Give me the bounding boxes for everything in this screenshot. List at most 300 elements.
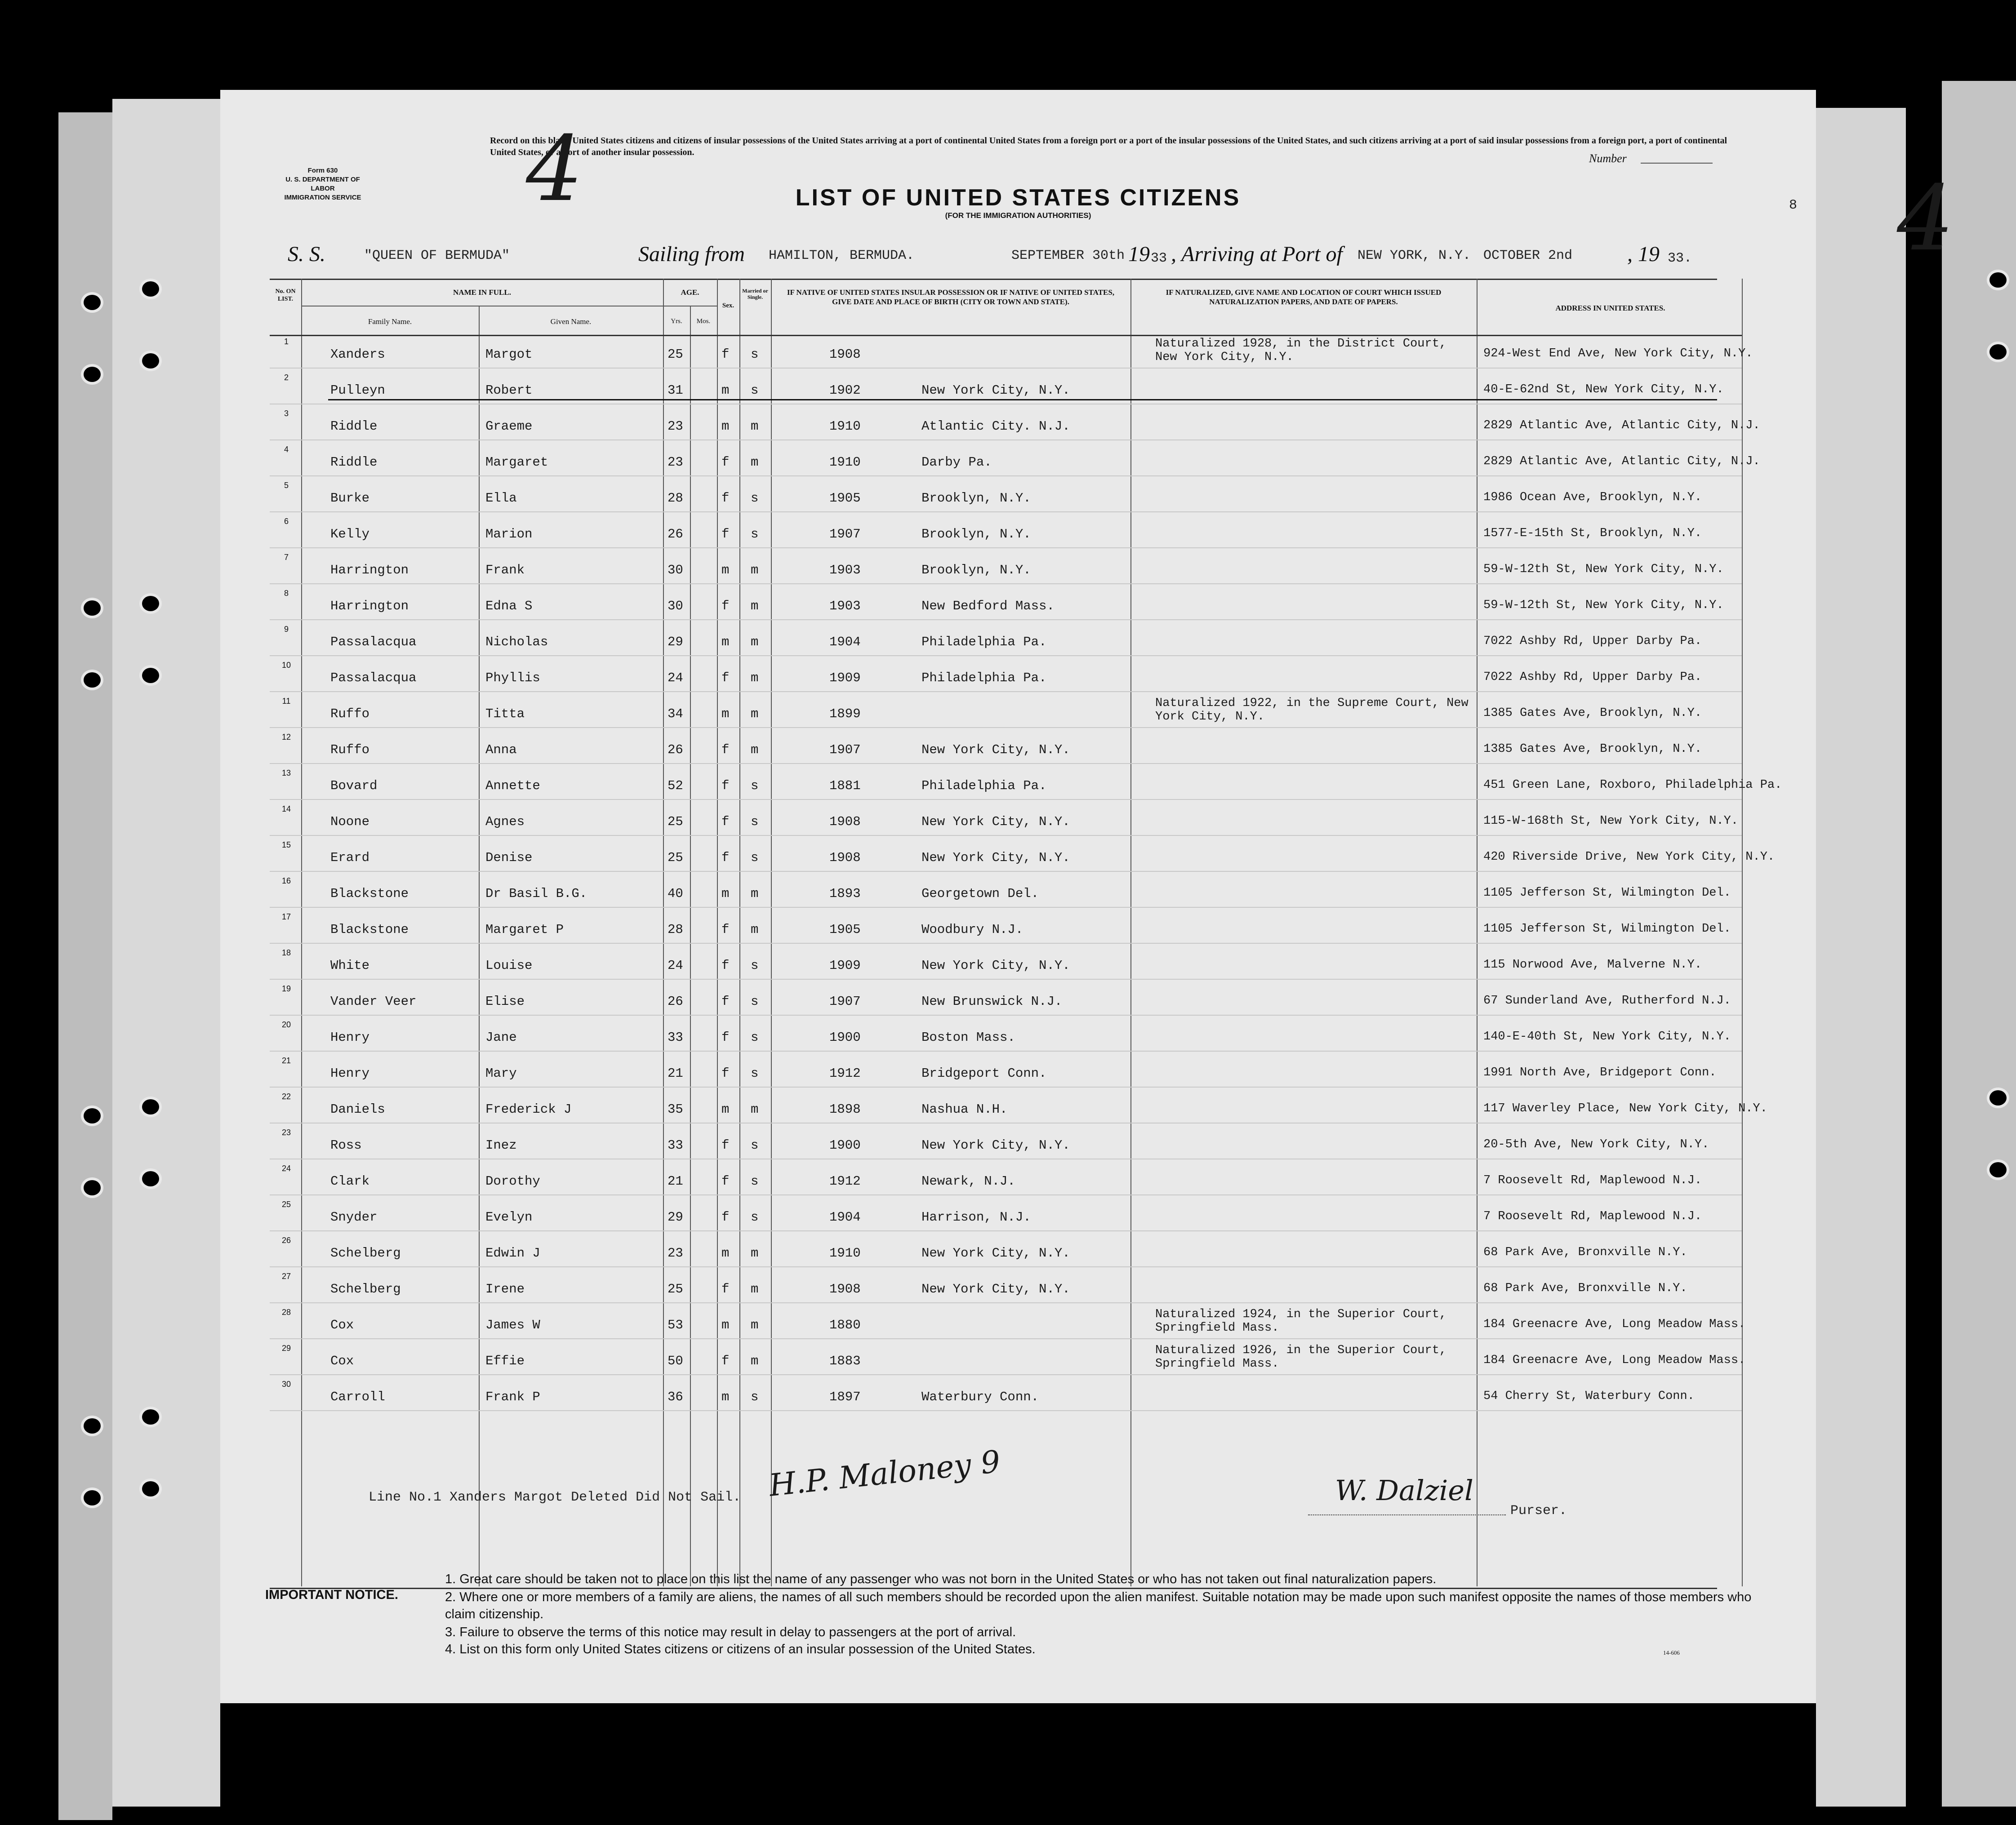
col-given-name: Given Name. [550, 317, 592, 326]
binder-hole [81, 292, 103, 313]
header-divider [270, 335, 1742, 336]
row-divider [270, 835, 1742, 836]
address-cell: 1577-E-15th St, Brooklyn, N.Y. [1483, 527, 1702, 540]
binder-hole [139, 1168, 162, 1189]
birth-year-cell: 1898 [829, 1102, 861, 1117]
given-name-cell: Dorothy [485, 1174, 540, 1189]
col-sex: Sex. [722, 302, 734, 309]
sex-cell: f [721, 814, 730, 829]
sex-cell: m [721, 1246, 730, 1261]
row-divider [270, 368, 1742, 369]
line-number-cell: 30 [281, 1380, 291, 1389]
naturalization-cell: Naturalized 1924, in the Superior Court, Springfield Mass. [1155, 1308, 1447, 1335]
row-divider [270, 475, 1742, 476]
marital-status-cell: s [751, 383, 759, 398]
year-prefix: 19 [1128, 242, 1150, 266]
birth-place-cell: Bridgeport Conn. [921, 1066, 1047, 1081]
birth-year-cell: 1910 [829, 1246, 861, 1261]
given-name-cell: Phyllis [485, 670, 540, 685]
sex-cell: f [721, 527, 730, 542]
family-name-cell: Harrington [330, 599, 409, 613]
marital-status-cell: m [751, 635, 759, 649]
family-name-cell: Ruffo [330, 706, 370, 721]
col-no: No. ON LIST. [275, 288, 296, 302]
birth-year-cell: 1907 [829, 742, 861, 757]
family-name-cell: Cox [330, 1354, 354, 1368]
line-number-cell: 4 [284, 445, 289, 454]
birth-place-cell: Brooklyn, N.Y. [921, 527, 1031, 542]
binder-hole [81, 1106, 103, 1126]
birth-year-cell: 1893 [829, 886, 861, 901]
col-birth: IF NATIVE OF UNITED STATES INSULAR POSSESSION OR IF NATIVE OF UNITED STATES, GIVE DATE AND PLACE OF BIRTH (CITY OR TOWN AND STATE). [787, 288, 1115, 306]
birth-place-cell: Brooklyn, N.Y. [921, 491, 1031, 506]
age-years-cell: 21 [668, 1066, 683, 1081]
page-title: LIST OF UNITED STATES CITIZENS [795, 185, 1241, 211]
col-age: AGE. [681, 288, 699, 297]
marital-status-cell: m [751, 742, 759, 757]
given-name-cell: Inez [485, 1138, 517, 1153]
purser-line [1308, 1514, 1506, 1515]
family-name-cell: Schelberg [330, 1282, 401, 1297]
sex-cell: f [721, 1138, 730, 1153]
age-years-cell: 23 [668, 455, 683, 470]
given-name-cell: Evelyn [485, 1210, 533, 1225]
table-divider [479, 306, 480, 1586]
family-name-cell: Clark [330, 1174, 370, 1189]
birth-year-cell: 1910 [829, 455, 861, 470]
sex-cell: f [721, 1066, 730, 1081]
notice-item-1: 1. Great care should be taken not to place on this list the name of any passenger who was not born in the United States or who has not taken out final naturalization papers. [445, 1572, 1437, 1586]
given-name-cell: Frank P [485, 1390, 540, 1404]
binder-hole [1987, 1159, 2009, 1180]
col-yrs: Yrs. [671, 318, 682, 325]
address-cell: 2829 Atlantic Ave, Atlantic City, N.J. [1483, 419, 1760, 432]
address-cell: 7 Roosevelt Rd, Maplewood N.J. [1483, 1174, 1702, 1187]
family-name-cell: Harrington [330, 563, 409, 577]
marital-status-cell: s [751, 347, 759, 362]
age-years-cell: 26 [668, 994, 683, 1009]
family-name-cell: Carroll [330, 1390, 385, 1404]
age-years-cell: 30 [668, 599, 683, 613]
line-number-cell: 8 [284, 589, 289, 598]
line-number-cell: 16 [281, 876, 291, 885]
family-name-cell: Riddle [330, 419, 378, 434]
line-number-cell: 19 [281, 984, 291, 993]
line-number-cell: 2 [284, 373, 289, 382]
birth-place-cell: New York City, N.Y. [921, 383, 1070, 398]
sex-cell: f [721, 670, 730, 685]
year-suffix: 33 [1151, 251, 1167, 266]
family-name-cell: White [330, 958, 370, 973]
notice-item-3: 3. Failure to observe the terms of this notice may result in delay to passengers at the port of arrival. [445, 1625, 1016, 1639]
birth-place-cell: Philadelphia Pa. [921, 778, 1047, 793]
notice-item-2: 2. Where one or more members of a family are aliens, the names of all such members should be recorded upon the alien manifest. Suitable notation may be made upon such manifest opposite the names of those members who claim citizenship. [445, 1590, 1752, 1621]
number-label: Number [1589, 152, 1627, 165]
family-name-cell: Daniels [330, 1102, 385, 1117]
inspector-signature: H.P. Maloney 9 [767, 1444, 1002, 1504]
age-years-cell: 35 [668, 1102, 683, 1117]
age-years-cell: 25 [668, 1282, 683, 1297]
given-name-cell: Louise [485, 958, 533, 973]
family-name-cell: Burke [330, 491, 370, 506]
sex-cell: m [721, 563, 730, 577]
birth-place-cell: New Brunswick N.J. [921, 994, 1063, 1009]
address-cell: 67 Sunderland Ave, Rutherford N.J. [1483, 994, 1731, 1008]
marital-status-cell: m [751, 1318, 759, 1332]
binder-hole [81, 1416, 103, 1436]
birth-place-cell: New York City, N.Y. [921, 958, 1070, 973]
table-divider [301, 279, 302, 1586]
birth-year-cell: 1900 [829, 1138, 861, 1153]
birth-place-cell: New York City, N.Y. [921, 742, 1070, 757]
age-years-cell: 31 [668, 383, 683, 398]
naturalization-cell: Naturalized 1922, in the Supreme Court, New York City, N.Y. [1155, 697, 1469, 724]
birth-year-cell: 1908 [829, 347, 861, 362]
binder-hole [81, 1177, 103, 1198]
birth-place-cell: New York City, N.Y. [921, 850, 1070, 865]
row-divider [270, 691, 1742, 692]
line-number-cell: 21 [281, 1056, 291, 1065]
marital-status-cell: m [751, 1246, 759, 1261]
birth-year-cell: 1903 [829, 563, 861, 577]
given-name-cell: Robert [485, 383, 533, 398]
marital-status-cell: m [751, 563, 759, 577]
binder-hole [81, 670, 103, 690]
birth-place-cell: Philadelphia Pa. [921, 670, 1047, 685]
birth-place-cell: New York City, N.Y. [921, 1282, 1070, 1297]
notice-title: IMPORTANT NOTICE. [265, 1588, 398, 1602]
row-divider [270, 547, 1742, 548]
marital-status-cell: s [751, 1030, 759, 1045]
address-cell: 117 Waverley Place, New York City, N.Y. [1483, 1102, 1767, 1115]
given-name-cell: Frederick J [485, 1102, 572, 1117]
birth-place-cell: Nashua N.H. [921, 1102, 1008, 1117]
age-years-cell: 26 [668, 527, 683, 542]
birth-place-cell: New York City, N.Y. [921, 1138, 1070, 1153]
age-years-cell: 33 [668, 1030, 683, 1045]
given-name-cell: Margaret P [485, 922, 564, 937]
table-divider [1477, 279, 1478, 1586]
birth-year-cell: 1900 [829, 1030, 861, 1045]
address-cell: 7 Roosevelt Rd, Maplewood N.J. [1483, 1210, 1702, 1223]
service: IMMIGRATION SERVICE [284, 194, 361, 201]
address-cell: 115-W-168th St, New York City, N.Y. [1483, 814, 1739, 828]
binder-hole [81, 364, 103, 385]
sex-cell: f [721, 347, 730, 362]
line-number-cell: 11 [282, 697, 291, 706]
age-years-cell: 23 [668, 419, 683, 434]
given-name-cell: Effie [485, 1354, 525, 1368]
age-years-cell: 24 [668, 958, 683, 973]
table-divider [717, 279, 718, 1586]
family-name-cell: Bovard [330, 778, 378, 793]
row-1-strikethrough [328, 399, 1717, 400]
marital-status-cell: s [751, 814, 759, 829]
family-name-cell: Henry [330, 1066, 370, 1081]
birth-year-cell: 1908 [829, 814, 861, 829]
line-number-cell: 29 [281, 1344, 291, 1353]
marital-status-cell: m [751, 706, 759, 721]
family-name-cell: Xanders [330, 347, 385, 362]
right-binder-strip [1942, 81, 2016, 1807]
birth-place-cell: Harrison, N.J. [921, 1210, 1031, 1225]
age-years-cell: 25 [668, 347, 683, 362]
address-cell: 451 Green Lane, Roxboro, Philadelphia Pa. [1483, 778, 1782, 792]
table-divider [771, 279, 772, 1586]
given-name-cell: Dr Basil B.G. [485, 886, 587, 901]
birth-year-cell: 1905 [829, 922, 861, 937]
birth-year-cell: 1902 [829, 383, 861, 398]
marital-status-cell: s [751, 1066, 759, 1081]
row-divider [270, 871, 1742, 872]
birth-place-cell: Philadelphia Pa. [921, 635, 1047, 649]
col-address: ADDRESS IN UNITED STATES. [1555, 304, 1665, 312]
given-name-cell: Annette [485, 778, 540, 793]
age-years-cell: 28 [668, 922, 683, 937]
sailing-date: SEPTEMBER 30th [1011, 248, 1125, 263]
arriving-port: NEW YORK, N.Y. [1357, 248, 1471, 263]
family-name-cell: Schelberg [330, 1246, 401, 1261]
birth-year-cell: 1912 [829, 1066, 861, 1081]
age-years-cell: 33 [668, 1138, 683, 1153]
age-years-cell: 25 [668, 850, 683, 865]
row-divider [270, 1087, 1742, 1088]
binder-hole [1987, 1088, 2009, 1108]
print-code: 14-606 [1663, 1649, 1680, 1656]
given-name-cell: Agnes [485, 814, 525, 829]
address-cell: 140-E-40th St, New York City, N.Y. [1483, 1030, 1731, 1043]
table-divider [1742, 279, 1743, 1586]
given-name-cell: Marion [485, 527, 533, 542]
address-cell: 1385 Gates Ave, Brooklyn, N.Y. [1483, 706, 1702, 720]
birth-year-cell: 1908 [829, 1282, 861, 1297]
row-divider [270, 763, 1742, 764]
given-name-cell: Edna S [485, 599, 533, 613]
sex-cell: f [721, 994, 730, 1009]
row-divider [270, 511, 1742, 512]
birth-year-cell: 1880 [829, 1318, 861, 1332]
line-number-cell: 22 [281, 1092, 291, 1101]
sex-cell: m [721, 1390, 730, 1404]
line-number-cell: 18 [281, 948, 291, 957]
address-cell: 184 Greenacre Ave, Long Meadow Mass. [1483, 1318, 1746, 1331]
binder-hole [1987, 342, 2009, 362]
page-subtitle: (FOR THE IMMIGRATION AUTHORITIES) [945, 211, 1091, 220]
address-cell: 2829 Atlantic Ave, Atlantic City, N.J. [1483, 455, 1760, 468]
marital-status-cell: m [751, 599, 759, 613]
marital-status-cell: s [751, 527, 759, 542]
given-name-cell: Graeme [485, 419, 533, 434]
marital-status-cell: m [751, 886, 759, 901]
age-years-cell: 30 [668, 563, 683, 577]
given-name-cell: Denise [485, 850, 533, 865]
address-cell: 1105 Jefferson St, Wilmington Del. [1483, 922, 1731, 936]
address-cell: 59-W-12th St, New York City, N.Y. [1483, 563, 1724, 576]
purser-signature: W. Dalziel [1335, 1474, 1473, 1507]
naturalization-cell: Naturalized 1928, in the District Court, New York City, N.Y. [1155, 337, 1447, 364]
line-number-cell: 26 [281, 1236, 291, 1245]
line-number-cell: 23 [281, 1128, 291, 1137]
line-number-cell: 13 [281, 768, 291, 777]
family-name-cell: Kelly [330, 527, 370, 542]
sex-cell: f [721, 491, 730, 506]
given-name-cell: Frank [485, 563, 525, 577]
family-name-cell: Cox [330, 1318, 354, 1332]
line-number-cell: 5 [284, 481, 289, 490]
row-divider [270, 655, 1742, 656]
row-divider [270, 1338, 1742, 1339]
family-name-cell: Pulleyn [330, 383, 385, 398]
age-years-cell: 50 [668, 1354, 683, 1368]
age-years-cell: 25 [668, 814, 683, 829]
line-number-cell: 10 [281, 661, 291, 670]
left-page-edge [112, 99, 220, 1807]
address-cell: 184 Greenacre Ave, Long Meadow Mass. [1483, 1354, 1746, 1367]
birth-year-cell: 1909 [829, 958, 861, 973]
handwritten-number-left: 4 [526, 117, 583, 222]
address-cell: 40-E-62nd St, New York City, N.Y. [1483, 383, 1724, 396]
row-divider [270, 1374, 1742, 1375]
sex-cell: m [721, 886, 730, 901]
marital-status-cell: s [751, 850, 759, 865]
sex-cell: m [721, 635, 730, 649]
birth-year-cell: 1899 [829, 706, 861, 721]
row-divider [270, 1266, 1742, 1267]
sex-cell: f [721, 1354, 730, 1368]
binder-hole [81, 1488, 103, 1508]
birth-place-cell: Darby Pa. [921, 455, 992, 470]
given-name-cell: Elise [485, 994, 525, 1009]
line-number-cell: 12 [281, 733, 291, 742]
family-name-cell: Henry [330, 1030, 370, 1045]
right-page-edge [1816, 108, 1906, 1807]
marital-status-cell: s [751, 491, 759, 506]
age-years-cell: 40 [668, 886, 683, 901]
marital-status-cell: s [751, 1390, 759, 1404]
sex-cell: f [721, 742, 730, 757]
family-name-cell: Riddle [330, 455, 378, 470]
birth-year-cell: 1907 [829, 994, 861, 1009]
given-name-cell: Ella [485, 491, 517, 506]
row-divider [270, 979, 1742, 980]
birth-year-cell: 1881 [829, 778, 861, 793]
address-cell: 59-W-12th St, New York City, N.Y. [1483, 599, 1724, 612]
table-divider [663, 279, 664, 1586]
handwritten-small-number: 8 [1789, 198, 1798, 213]
age-years-cell: 23 [668, 1246, 683, 1261]
birth-year-cell: 1910 [829, 419, 861, 434]
address-cell: 7022 Ashby Rd, Upper Darby Pa. [1483, 635, 1702, 648]
address-cell: 1105 Jefferson St, Wilmington Del. [1483, 886, 1731, 900]
form-number: Form 630 [307, 167, 338, 174]
line-number-cell: 7 [284, 553, 289, 562]
given-name-cell: Mary [485, 1066, 517, 1081]
line-number-cell: 3 [284, 409, 289, 418]
sex-cell: f [721, 1282, 730, 1297]
family-name-cell: Passalacqua [330, 670, 417, 685]
handwritten-number-right: 4 [1897, 166, 1954, 271]
sailing-from-label: Sailing from [638, 242, 745, 266]
line-number-cell: 17 [281, 912, 291, 921]
family-name-cell: Noone [330, 814, 370, 829]
table-divider [690, 306, 691, 1586]
marital-status-cell: s [751, 1210, 759, 1225]
ss-label: S. S. [288, 242, 325, 266]
birth-year-cell: 1897 [829, 1390, 861, 1404]
notice-item-4: 4. List on this form only United States citizens or citizens of an insular possession of the United States. [445, 1642, 1036, 1656]
arriving-year-prefix: , 19 [1627, 242, 1660, 266]
sex-cell: m [721, 383, 730, 398]
address-cell: 68 Park Ave, Bronxville N.Y. [1483, 1246, 1687, 1259]
table-divider [739, 279, 740, 1586]
birth-place-cell: Brooklyn, N.Y. [921, 563, 1031, 577]
line-number-cell: 20 [281, 1020, 291, 1029]
sex-cell: m [721, 419, 730, 434]
deleted-note: Line No.1 Xanders Margot Deleted Did Not Sail. [369, 1490, 741, 1505]
row-divider [270, 583, 1742, 584]
family-name-cell: Erard [330, 850, 370, 865]
sailing-from: HAMILTON, BERMUDA. [769, 248, 915, 263]
age-years-cell: 52 [668, 778, 683, 793]
marital-status-cell: s [751, 1174, 759, 1189]
marital-status-cell: s [751, 778, 759, 793]
given-name-cell: James W [485, 1318, 540, 1332]
birth-place-cell: Woodbury N.J. [921, 922, 1024, 937]
ship-name: "QUEEN OF BERMUDA" [364, 248, 510, 263]
age-years-cell: 29 [668, 1210, 683, 1225]
address-cell: 20-5th Ave, New York City, N.Y. [1483, 1138, 1709, 1151]
address-cell: 68 Park Ave, Bronxville N.Y. [1483, 1282, 1687, 1295]
row-divider [270, 907, 1742, 908]
line-number-cell: 27 [281, 1272, 291, 1281]
binder-hole [139, 351, 162, 371]
marital-status-cell: m [751, 1282, 759, 1297]
marital-status-cell: m [751, 419, 759, 434]
birth-year-cell: 1909 [829, 670, 861, 685]
row-divider [270, 1410, 1742, 1411]
sex-cell: f [721, 850, 730, 865]
sex-cell: f [721, 1174, 730, 1189]
birth-year-cell: 1905 [829, 491, 861, 506]
row-divider [270, 619, 1742, 620]
birth-place-cell: New Bedford Mass. [921, 599, 1055, 613]
line-number-cell: 24 [281, 1164, 291, 1173]
birth-year-cell: 1908 [829, 850, 861, 865]
line-number-cell: 25 [281, 1200, 291, 1209]
birth-place-cell: New York City, N.Y. [921, 1246, 1070, 1261]
given-name-cell: Margaret [485, 455, 548, 470]
family-name-cell: Ross [330, 1138, 362, 1153]
address-cell: 420 Riverside Drive, New York City, N.Y. [1483, 850, 1775, 864]
given-name-cell: Titta [485, 706, 525, 721]
birth-year-cell: 1904 [829, 1210, 861, 1225]
col-married: Married or Single. [742, 288, 768, 300]
sex-cell: m [721, 1102, 730, 1117]
family-name-cell: Ruffo [330, 742, 370, 757]
line-number-cell: 28 [281, 1308, 291, 1317]
marital-status-cell: m [751, 922, 759, 937]
family-name-cell: Blackstone [330, 922, 409, 937]
address-cell: 115 Norwood Ave, Malverne N.Y. [1483, 958, 1702, 972]
family-name-cell: Blackstone [330, 886, 409, 901]
birth-year-cell: 1907 [829, 527, 861, 542]
sex-cell: m [721, 1318, 730, 1332]
birth-year-cell: 1912 [829, 1174, 861, 1189]
number-line [1641, 163, 1713, 164]
row-divider [270, 727, 1742, 728]
purser-label: Purser. [1510, 1503, 1567, 1519]
age-years-cell: 36 [668, 1390, 683, 1404]
